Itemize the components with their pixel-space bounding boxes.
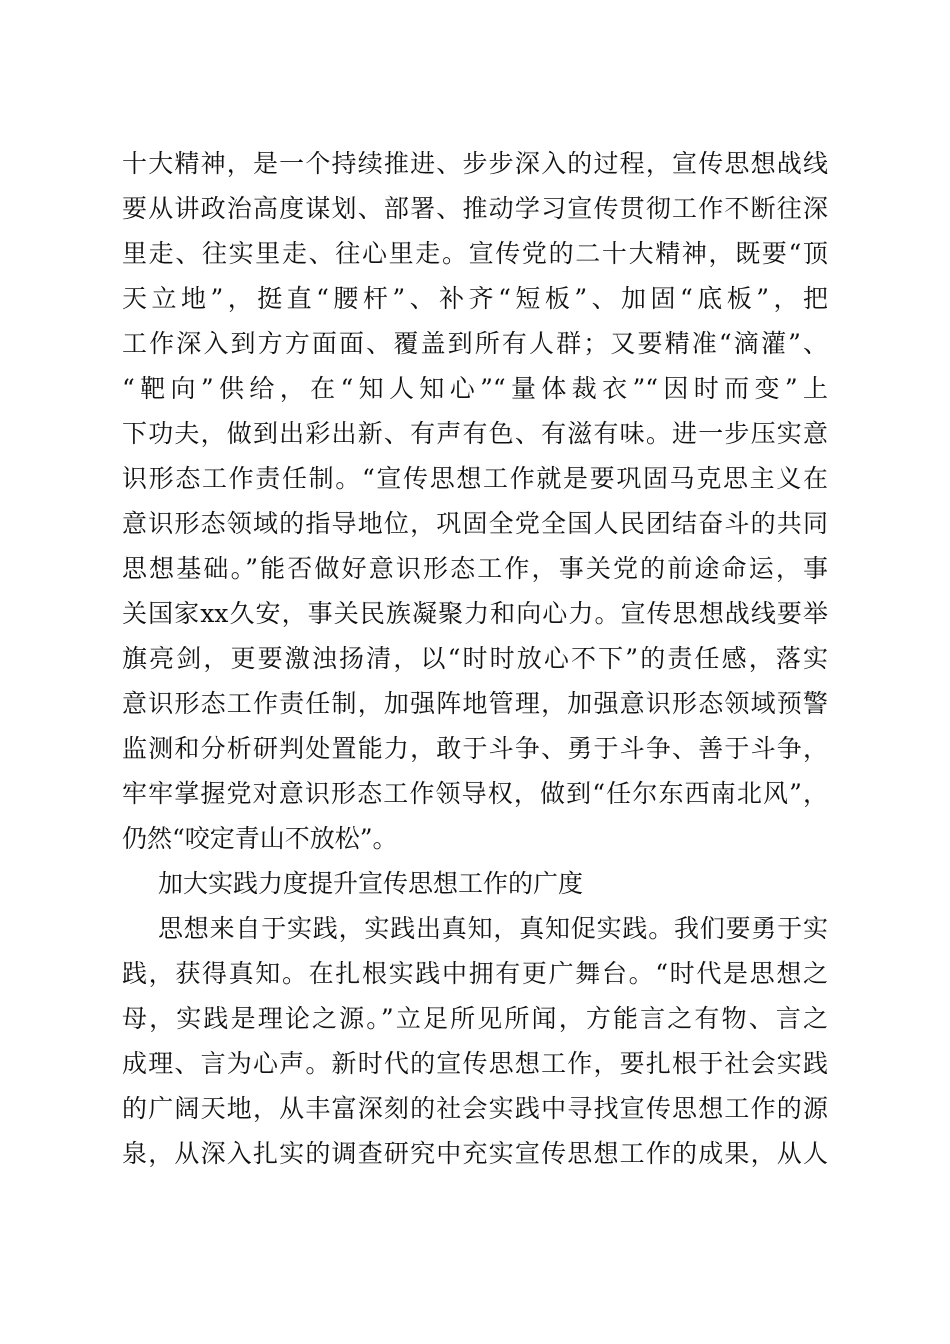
text-line: 工作深入到方方面面、覆盖到所有人群；又要精准“滴灌”、: [122, 329, 828, 358]
text-line: 意识形态工作责任制，加强阵地管理，加强意识形态领域预警: [122, 689, 828, 718]
text-line: 泉，从深入扎实的调查研究中充实宣传思想工作的成果，从人: [122, 1139, 828, 1168]
text-line: 母，实践是理论之源。”立足所见所闻，方能言之有物、言之: [122, 1004, 828, 1033]
text-line: 成理、言为心声。新时代的宣传思想工作，要扎根于社会实践: [122, 1049, 828, 1078]
text-line: 识形态工作责任制。“宣传思想工作就是要巩固马克思主义在: [122, 464, 828, 493]
text-line: 践，获得真知。在扎根实践中拥有更广舞台。“时代是思想之: [122, 959, 828, 988]
text-line: 旗亮剑，更要激浊扬清，以“时时放心不下”的责任感，落实: [122, 644, 828, 673]
text-line: 下功夫，做到出彩出新、有声有色、有滋有味。进一步压实意: [122, 419, 828, 448]
text-line: 仍然“咬定青山不放松”。: [122, 824, 398, 853]
text-line: “靶向”供给，在“知人知心”“量体裁衣”“因时而变”上: [122, 374, 828, 403]
text-line: 天立地”，挺直“腰杆”、补齐“短板”、加固“底板”，把: [122, 284, 828, 313]
text-line: 十大精神，是一个持续推进、步步深入的过程，宣传思想战线: [122, 149, 828, 178]
text-line: 思想基础。”能否做好意识形态工作，事关党的前途命运，事: [122, 554, 828, 583]
text-line: 要从讲政治高度谋划、部署、推动学习宣传贯彻工作不断往深: [122, 194, 828, 223]
text-line: 关国家xx久安，事关民族凝聚力和向心力。宣传思想战线要举: [122, 599, 828, 628]
section-heading: 加大实践力度提升宣传思想工作的广度: [158, 869, 584, 898]
text-line: 的广阔天地，从丰富深刻的社会实践中寻找宣传思想工作的源: [122, 1094, 828, 1123]
document-body: [122, 141, 828, 1176]
text-line: 监测和分析研判处置能力，敢于斗争、勇于斗争、善于斗争，: [122, 734, 828, 763]
paragraph-first-line: 思想来自于实践，实践出真知，真知促实践。我们要勇于实: [158, 914, 828, 943]
text-line: 牢牢掌握党对意识形态工作领导权，做到“任尔东西南北风”，: [122, 779, 828, 808]
text-line: 里走、往实里走、往心里走。宣传党的二十大精神，既要“顶: [122, 239, 828, 268]
text-line: 意识形态领域的指导地位，巩固全党全国人民团结奋斗的共同: [122, 509, 828, 538]
